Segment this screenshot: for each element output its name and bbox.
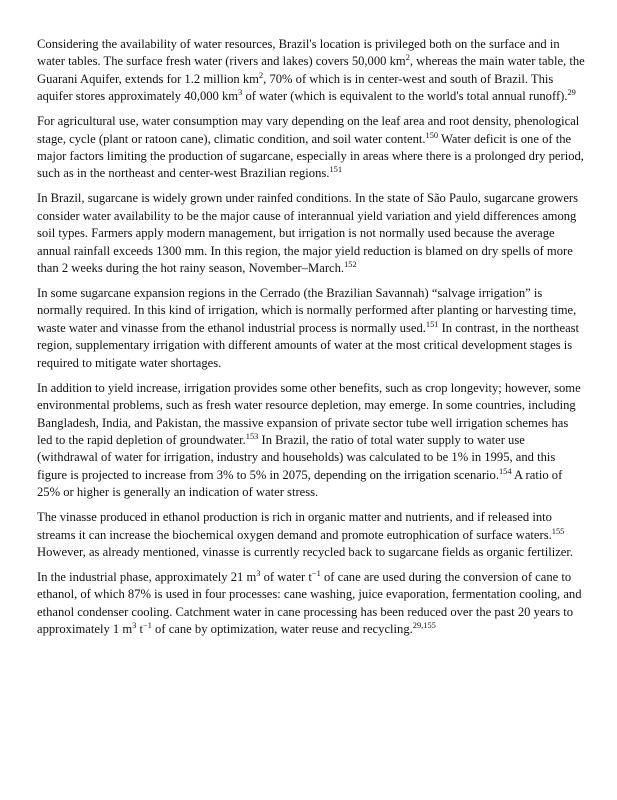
citation-superscript: 151 <box>329 165 343 175</box>
text-run: of cane are used during the conversion of cane to ethanol, of which 87% is used in four processes: cane washing, juice evaporation, fermentation cooling, and ethanol condenser cooling. Catchment water in cane processing has been reduced over the past 20 years to approximately 1 m <box>37 569 582 637</box>
citation-superscript: 2 <box>405 53 410 63</box>
text-run: In Brazil, the ratio of total water supply to water use (withdrawal of water for irrigation, industry and households) was calculated to be 1% in 1995, and this figure is projected to increase from 3% to 5% in 2075, depending on the irrigation scenario. <box>37 432 556 482</box>
citation-superscript: 3 <box>132 621 137 631</box>
paragraph-rainfed-conditions <box>37 190 585 277</box>
text-run: Water deficit is one of the major factors limiting the production of sugarcane, especially in areas where there is a prolonged dry period, such as in the northeast and center-west Brazilian regions. <box>37 131 584 181</box>
citation-superscript: −1 <box>142 621 152 631</box>
citation-superscript: 29,155 <box>412 621 436 631</box>
text-run: of water t <box>260 569 312 584</box>
citation-superscript: 151 <box>425 319 439 329</box>
citation-superscript: 29 <box>567 88 576 98</box>
text-run: t <box>136 622 143 637</box>
text-run: In Brazil, sugarcane is widely grown under rainfed conditions. In the state of São Paulo, sugarcane growers consider water availability to be the major cause of interannual yield variation and yield differences among soil types. Farmers apply modern management, but irrigation is not normally used because the average annual rainfall exceeds 1300 mm. In this region, the major yield reduction is blamed on dry spells of more than 2 weeks during the hot rainy season, November–March. <box>37 191 579 276</box>
citation-superscript: 3 <box>238 88 243 98</box>
text-run: of water (which is equivalent to the world's total annual runoff). <box>242 89 568 104</box>
citation-superscript: 154 <box>498 466 512 476</box>
citation-superscript: 153 <box>245 431 259 441</box>
citation-superscript: 2 <box>258 70 264 80</box>
text-run: A ratio of 25% or higher is generally an indication of water stress. <box>37 467 563 500</box>
text-run: In the industrial phase, approximately 21 m <box>37 569 257 584</box>
text-run: The vinasse produced in ethanol production is rich in organic matter and nutrients, and if released into streams it can increase the biochemical oxygen demand and promote eutrophication of surface waters. <box>37 510 552 542</box>
text-run: In addition to yield increase, irrigation provides some other benefits, such as crop longevity; however, some environmental problems, such as fresh water resource depletion, may emerge. In some countries, including Bangladesh, India, and Pakistan, the massive expansion of private sector tube well irrigation schemes has led to the rapid depletion of groundwater. <box>37 380 581 447</box>
paragraph-water-resources <box>37 36 585 106</box>
citation-superscript: 3 <box>256 568 261 578</box>
text-run: However, as already mentioned, vinasse is currently recycled back to sugarcane fields as organic fertilizer. <box>37 544 574 559</box>
text-run: of cane by optimization, water reuse and recycling. <box>151 622 413 637</box>
paragraph-agricultural-use <box>37 113 585 183</box>
citation-superscript: 155 <box>551 526 565 536</box>
citation-superscript: 152 <box>344 260 357 270</box>
paragraph-salvage-irrigation <box>37 285 585 372</box>
citation-superscript: 150 <box>425 130 439 140</box>
paragraph-irrigation-benefits <box>37 380 585 502</box>
text-run: In some sugarcane expansion regions in the Cerrado (the Brazilian Savannah) “salvage irrigation” is normally required. In this kind of irrigation, which is normally performed after planting or harvesting time, waste water and vinasse from the ethanol industrial process is normally used. <box>37 286 577 335</box>
text-run: , whereas the main water table, the Guarani Aquifer, extends for 1.2 million km <box>37 54 585 86</box>
paragraph-industrial-phase <box>37 569 585 639</box>
text-run: , 70% of which is in center-west and south of Brazil. This aquifer stores approximately 40,000 km <box>37 71 554 104</box>
paragraph-vinasse <box>37 509 585 561</box>
document-body <box>37 36 585 646</box>
text-run: For agricultural use, water consumption may vary depending on the leaf area and root density, phenological stage, cycle (plant or ratoon cane), climatic condition, and soil water content. <box>37 114 580 146</box>
text-run: In contrast, in the northeast region, supplementary irrigation with different amounts of water at the most critical development stages is required to mitigate water shortages. <box>37 320 580 370</box>
citation-superscript: −1 <box>311 568 321 578</box>
text-run: Considering the availability of water resources, Brazil's location is privileged both on the surface and in water tables. The surface fresh water (rivers and lakes) covers 50,000 km <box>37 37 560 69</box>
